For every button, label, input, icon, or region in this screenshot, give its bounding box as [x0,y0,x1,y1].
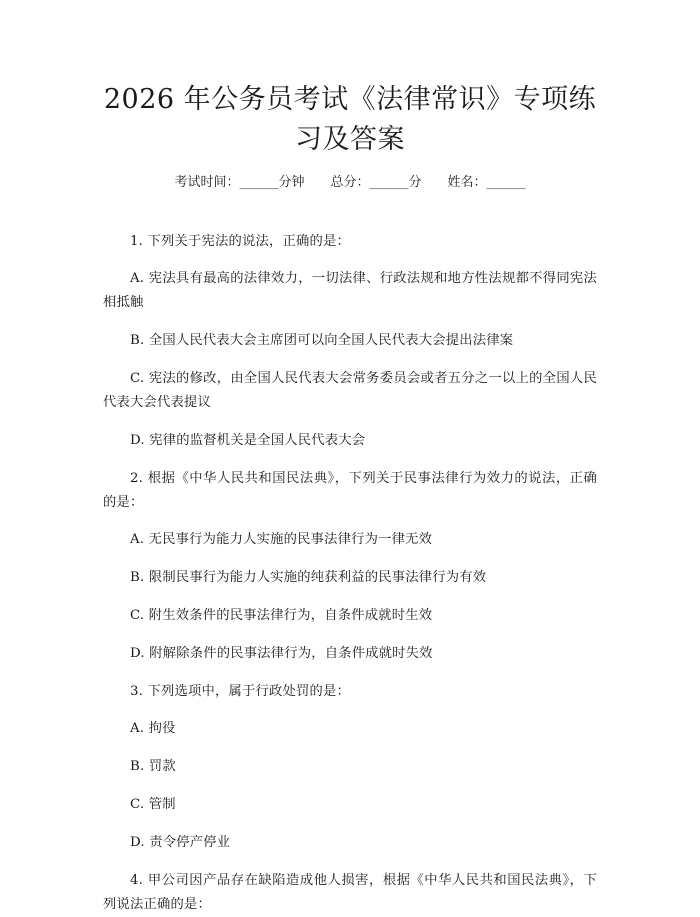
question-3-option-d: D. 责令停产停业 [130,835,231,850]
question-2-option-a: A. 无民事行为能力人实施的民事法律行为一律无效 [130,532,433,547]
question-1-option-b: B. 全国人民代表大会主席团可以向全国人民代表大会提出法律案 [130,333,514,348]
question-1-option-c: C. 宪法的修改，由全国人民代表大会常务委员会或者五分之一以上的全国人民代表大会代表提议 [103,371,597,410]
name-field: 姓名：______ [447,175,526,190]
question-2-option-c: C. 附生效条件的民事法律行为，自条件成就时生效 [130,608,433,623]
question-3-option-c: C. 管制 [130,797,176,812]
question-1-option-d: D. 宪律的监督机关是全国人民代表大会 [130,433,366,448]
question-1: 1. 下列关于宪法的说法，正确的是： [130,234,350,249]
exam-info [103,174,597,192]
page-title: 2026 年公务员考试《法律常识》专项练习及答案 [103,84,597,155]
question-3-option-b: B. 罚款 [130,759,176,774]
question-2: 2. 根据《中华人民共和国民法典》，下列关于民事法律行为效力的说法，正确的是： [103,471,597,510]
question-1-option-a: A. 宪法具有最高的法律效力，一切法律、行政法规和地方性法规都不得同宪法相抵触 [103,271,597,310]
question-list [103,230,597,917]
question-2-option-d: D. 附解除条件的民事法律行为，自条件成就时失效 [130,646,433,661]
question-2-option-b: B. 限制民事行为能力人实施的纯获利益的民事法律行为有效 [130,570,487,585]
question-4: 4. 甲公司因产品存在缺陷造成他人损害，根据《中华人民共和国民法典》，下列说法正确的是： [103,873,597,912]
question-3-option-a: A. 拘役 [130,721,176,736]
exam-time-field: 考试时间：______分钟 [174,175,305,190]
question-3: 3. 下列选项中，属于行政处罚的是： [130,684,350,699]
total-score-field: 总分：______分 [330,175,422,190]
